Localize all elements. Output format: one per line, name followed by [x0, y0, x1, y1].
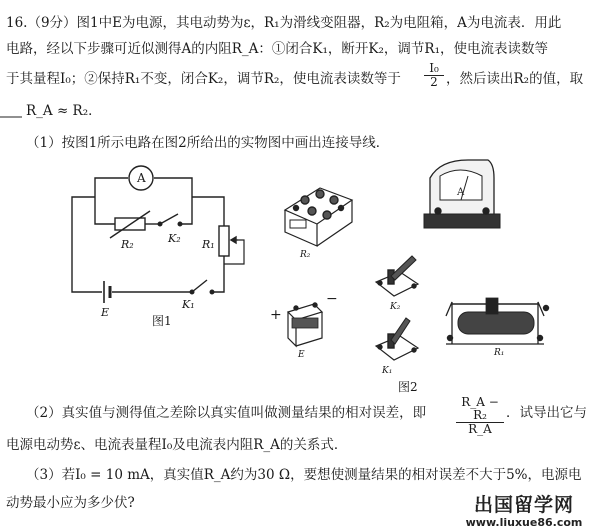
wire-r2-left — [95, 197, 115, 224]
fig2-r2-label: R₂ — [300, 250, 311, 260]
switch-k1-blade — [192, 280, 207, 292]
fraction-denominator: R_A — [468, 422, 492, 436]
knife-switch-k1 — [376, 318, 418, 360]
wire-to-r1 — [192, 197, 224, 226]
wire-r1-slider — [224, 240, 244, 264]
problem-line-2: 电路，经以下步骤可近似测得A的内阻R_A：①闭合K₁，断开K₂，调节R₁，使电流表读数等 — [6, 41, 548, 57]
fraction-denominator: 2 — [430, 75, 438, 89]
r1-slider-arrow — [231, 237, 236, 243]
fig2-minus-label: − — [326, 291, 338, 307]
problem-line-4: R_A ≈ R₂． — [26, 103, 102, 119]
fig1-ammeter-label: A — [137, 171, 146, 185]
watermark-title: 出国留学网 — [473, 494, 574, 516]
wire-k2-right — [180, 197, 192, 224]
watermark — [454, 494, 594, 529]
wire-top-right — [154, 178, 192, 197]
fig2-plus-label: + — [270, 307, 282, 323]
fig2-caption: 图2 — [398, 380, 418, 394]
wire-left — [72, 197, 102, 292]
fig2-ammeter-label: A — [457, 187, 465, 198]
watermark-url: www.liuxue86.com — [465, 516, 583, 529]
fig2-battery-label: E — [298, 350, 305, 360]
fraction-numerator: R_A − R₂ — [456, 396, 504, 423]
figure-2-apparatus — [285, 160, 549, 360]
question-3-line-2: 动势最小应为多少伏? — [6, 495, 135, 511]
question-2-pre: （2）真实值与测得值之差除以真实值叫做测量结果的相对误差，即 — [26, 405, 427, 421]
fig2-r1-label: R₁ — [494, 348, 505, 358]
question-2-post: ．试导出它与 — [506, 405, 587, 421]
fig1-r1-label: R₁ — [202, 238, 215, 251]
fig1-caption: 图1 — [152, 314, 172, 328]
question-2-line-2: 电源电动势ε、电流表量程I₀及电流表内阻R_A的关系式． — [6, 437, 348, 453]
fig2-k2-label: K₂ — [390, 302, 401, 312]
question-1: （1）按图1所示电路在图2所给出的实物图中画出连接导线． — [26, 135, 390, 151]
resistor-r2-arrow — [110, 211, 150, 238]
wire-top-left — [95, 178, 128, 197]
fig2-k1-label: K₁ — [382, 366, 393, 376]
figure-1-circuit — [72, 166, 244, 303]
switch-k2-blade — [160, 214, 178, 224]
question-3-line-1: （3）若I₀ = 10 mA，真实值R_A约为30 Ω，要想使测量结果的相对误差不大于5%，电源电 — [26, 467, 582, 483]
fraction-numerator: I₀ — [424, 62, 444, 76]
resistor-r1-symbol — [219, 226, 229, 256]
battery-device — [288, 303, 322, 346]
fig1-k2-label: K₂ — [168, 232, 181, 245]
resistance-box-r2 — [285, 188, 352, 246]
fig1-battery-label: E — [101, 306, 110, 319]
switch-k1-contact — [210, 290, 214, 294]
problem-line-3-pre: 于其量程I₀；②保持R₁不变，闭合K₂，调节R₂，使电流表读数等于 — [6, 71, 401, 87]
fig1-k1-label: K₁ — [182, 298, 195, 311]
problem-line-3-post: ，然后读出R₂的值，取 — [446, 71, 584, 87]
knife-switch-k2 — [376, 256, 418, 296]
rheostat-r1 — [446, 298, 549, 344]
fig1-r2-label: R₂ — [121, 238, 134, 251]
problem-line-1: 16.（9分）图1中E为电源，其电动势为ε，R₁为滑线变阻器，R₂为电阻箱，A为电流表．用此 — [6, 15, 562, 31]
wire-r1-down — [214, 256, 224, 292]
